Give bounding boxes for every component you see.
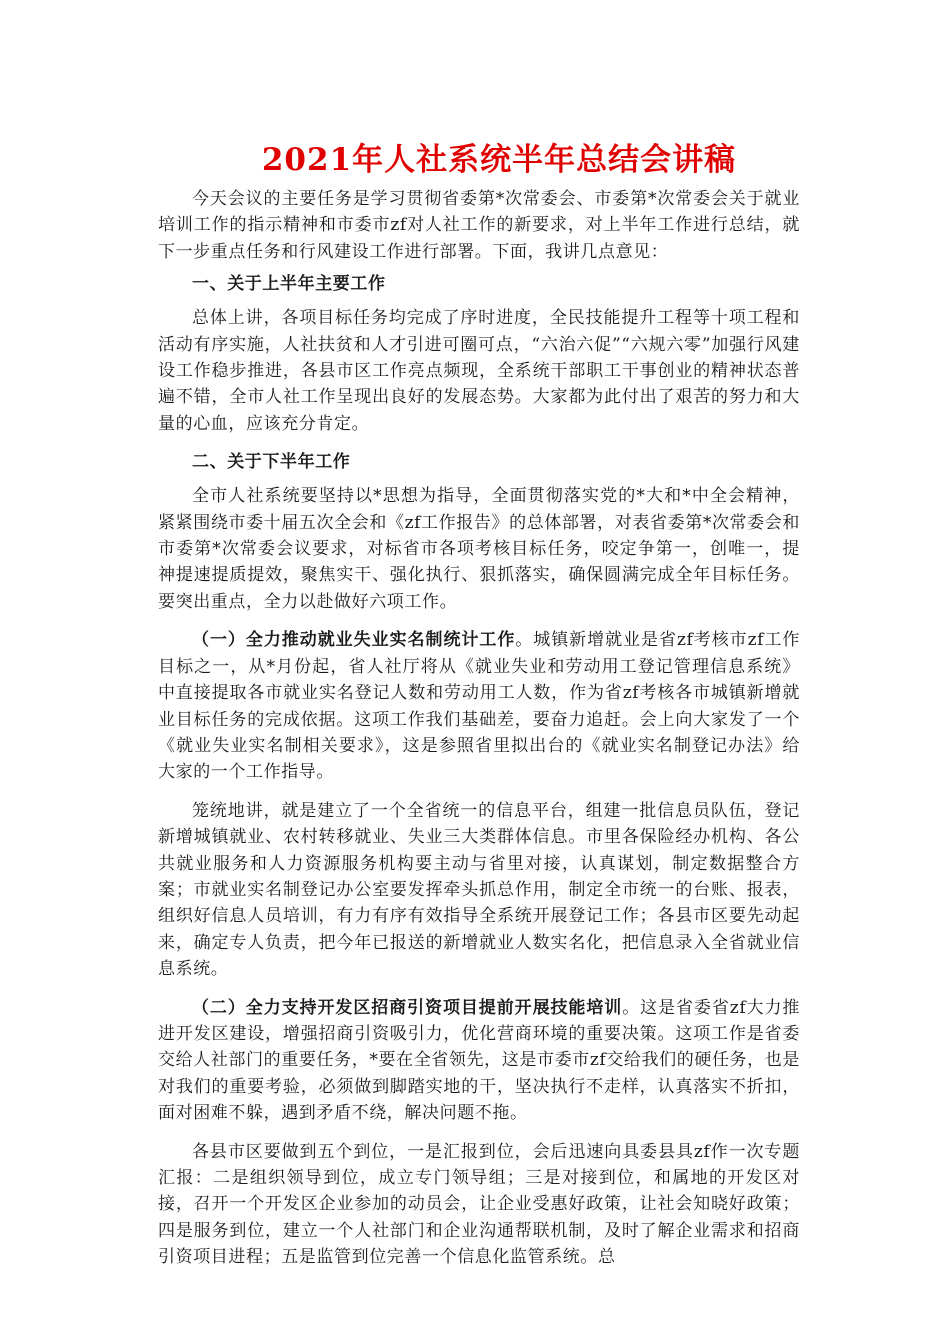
section1-heading: 一、关于上半年主要工作 — [192, 274, 386, 295]
document-page — [158, 138, 800, 1283]
item2-paragraph — [158, 995, 800, 1127]
item1-heading: （一）全力推动就业失业实名制统计工作 — [192, 630, 516, 651]
item2-body: 。这是省委省zf大力推进开发区建设，增强招商引资吸引力，优化营商环境的重要决策。这项工作是省委交给人社部门的重要任务，*要在全省领先，这是市委市zf交给我们的硬任务，也是对我们的重要考验，必须做到脚踏实地的干，坚决执行不走样，认真落实不折扣，面对困难不躲，遇到矛盾不绕，解决问题不拖。 — [158, 997, 800, 1124]
section1-paragraph: 总体上讲，各项目标任务均完成了序时进度，全民技能提升工程等十项工程和活动有序实施，人社扶贫和人才引进可圈可点，“六治六促”“六规六零”加强行风建设工作稳步推进，各县市区工作亮点频现，全系统干部职工干事创业的精神状态普遍不错，全市人社工作呈现出良好的发展态势。大家都为此付出了艰苦的努力和大量的心血，应该充分肯定。 — [158, 308, 800, 434]
item1-paragraph — [158, 627, 800, 785]
intro-paragraph: 今天会议的主要任务是学习贯彻省委第*次常委会、市委第*次常委会关于就业培训工作的指示精神和市委市zf对人社工作的新要求，对上半年工作进行总结，就下一步重点任务和行风建设工作进行部署。下面，我讲几点意见： — [158, 189, 800, 262]
document-title: 2021年人社系统半年总结会讲稿 — [261, 142, 737, 178]
item1-detail-paragraph: 笼统地讲，就是建立了一个全省统一的信息平台，组建一批信息员队伍，登记新增城镇就业、农村转移就业、失业三大类群体信息。市里各保险经办机构、各公共就业服务和人力资源服务机构要主动与省里对接，认真谋划，制定数据整合方案；市就业实名制登记办公室要发挥牵头抓总作用，制定全市统一的台账、报表，组织好信息人员培训，有力有序有效指导全系统开展登记工作；各县市区要先动起来，确定专人负责，把今年已报送的新增就业人数实名化，把信息录入全省就业信息系统。 — [158, 800, 800, 980]
item2-heading: （二）全力支持开发区招商引资项目提前开展技能培训 — [192, 997, 623, 1018]
item2-detail-paragraph: 各县市区要做到五个到位，一是汇报到位，会后迅速向具委县具zf作一次专题汇报：二是组织领导到位，成立专门领导组；三是对接到位，和属地的开发区对接，召开一个开发区企业参加的动员会，让企业受惠好政策，让社会知晓好政策；四是服务到位，建立一个人社部门和企业沟通帮联机制，及时了解企业需求和招商引资项目进程；五是监管到位完善一个信息化监管系统。总 — [158, 1141, 800, 1268]
section2-heading: 二、关于下半年工作 — [192, 452, 351, 473]
section2-paragraph: 全市人社系统要坚持以*思想为指导，全面贯彻落实党的*大和*中全会精神，紧紧围绕市委十届五次全会和《zf工作报告》的总体部署，对表省委第*次常委会和市委第*次常委会议要求，对标省市各项考核目标任务，咬定争第一，创唯一，提神提速提质提效，聚焦实干、强化执行、狠抓落实，确保圆满完成全年目标任务。要突出重点，全力以赴做好六项工作。 — [158, 486, 800, 612]
item1-body: 。城镇新增就业是省zf考核市zf工作目标之一，从*月份起，省人社厅将从《就业失业和劳动用工登记管理信息系统》中直接提取各市就业实名登记人数和劳动用工人数，作为省zf考核各市城镇新增就业目标任务的完成依据。这项工作我们基础差，要奋力追赶。会上向大家发了一个《就业失业实名制相关要求》，这是参照省里拟出台的《就业实名制登记办法》给大家的一个工作指导。 — [158, 630, 800, 783]
